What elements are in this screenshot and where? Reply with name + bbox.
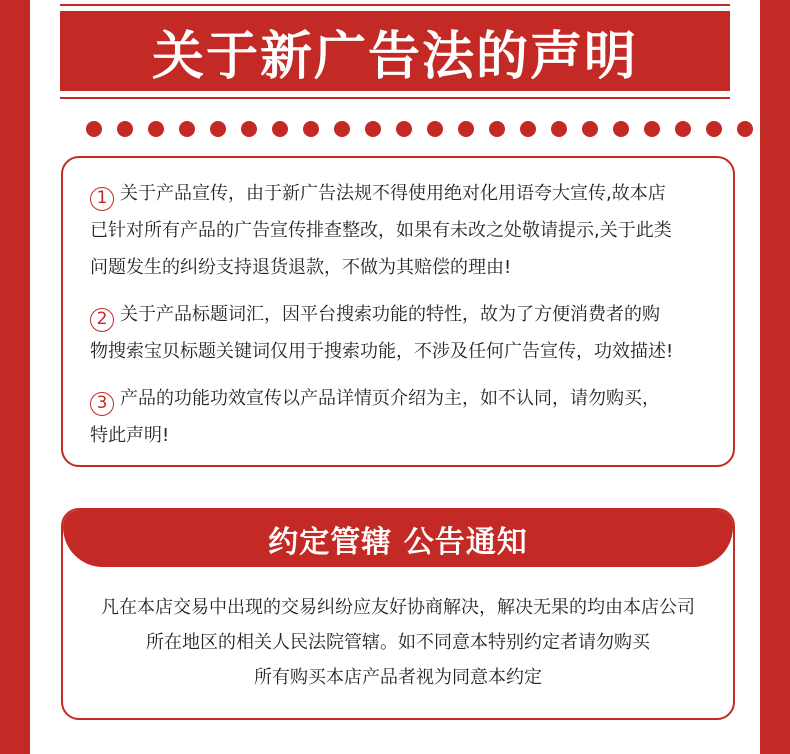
notice-line: 凡在本店交易中出现的交易纠纷应友好协商解决，解决无果的均由本店公司	[101, 597, 695, 618]
statement-line: 已针对所有产品的广告宣传排查整改，如果有未改之处敬请提示,关于此类	[90, 220, 672, 241]
divider-dot	[210, 121, 226, 137]
title-rule-bottom	[60, 97, 730, 99]
divider-dot	[582, 121, 598, 137]
circled-number-1: 1	[90, 187, 114, 211]
divider-dot	[520, 121, 536, 137]
circled-number-3: 3	[90, 392, 114, 416]
divider-dot	[737, 121, 753, 137]
statement-line: 问题发生的纠纷支持退货退款，不做为其赔偿的理由!	[90, 257, 512, 278]
divider-dot	[272, 121, 288, 137]
divider-dot	[303, 121, 319, 137]
dot-divider	[86, 121, 756, 137]
notice-line: 所在地区的相关人民法院管辖。如不同意本特别约定者请勿购买	[146, 632, 650, 653]
divider-dot	[148, 121, 164, 137]
statement-item-3	[90, 380, 717, 454]
divider-dot	[706, 121, 722, 137]
circled-number-2: 2	[90, 308, 114, 332]
divider-dot	[396, 121, 412, 137]
divider-dot	[86, 121, 102, 137]
divider-dot	[334, 121, 350, 137]
statement-line: 产品的功能功效宣传以产品详情页介绍为主，如不认同，请勿购买，	[120, 388, 660, 409]
statement-line: 物搜索宝贝标题关键词仅用于搜索功能，不涉及任何广告宣传，功效描述!	[90, 341, 674, 362]
title-rule-top	[60, 4, 730, 6]
notice-box	[61, 508, 735, 720]
divider-dot	[675, 121, 691, 137]
notice-line: 所有购买本店产品者视为同意本约定	[254, 667, 542, 688]
divider-dot	[241, 121, 257, 137]
statement-line: 特此声明!	[90, 425, 170, 446]
notice-heading: 约定管辖 公告通知	[63, 510, 733, 567]
divider-dot	[427, 121, 443, 137]
page-title: 关于新广告法的声明	[60, 11, 730, 91]
statement-line: 关于产品标题词汇，因平台搜索功能的特性，故为了方便消费者的购	[120, 304, 660, 325]
divider-dot	[644, 121, 660, 137]
divider-dot	[613, 121, 629, 137]
divider-dot	[489, 121, 505, 137]
statement-line: 关于产品宣传，由于新广告法规不得使用绝对化用语夸大宣传,故本店	[120, 183, 666, 204]
statement-box	[61, 156, 735, 467]
divider-dot	[117, 121, 133, 137]
statement-item-1	[90, 175, 717, 286]
divider-dot	[179, 121, 195, 137]
statement-item-2	[90, 296, 717, 370]
notice-body	[63, 590, 733, 695]
divider-dot	[458, 121, 474, 137]
divider-dot	[365, 121, 381, 137]
divider-dot	[551, 121, 567, 137]
